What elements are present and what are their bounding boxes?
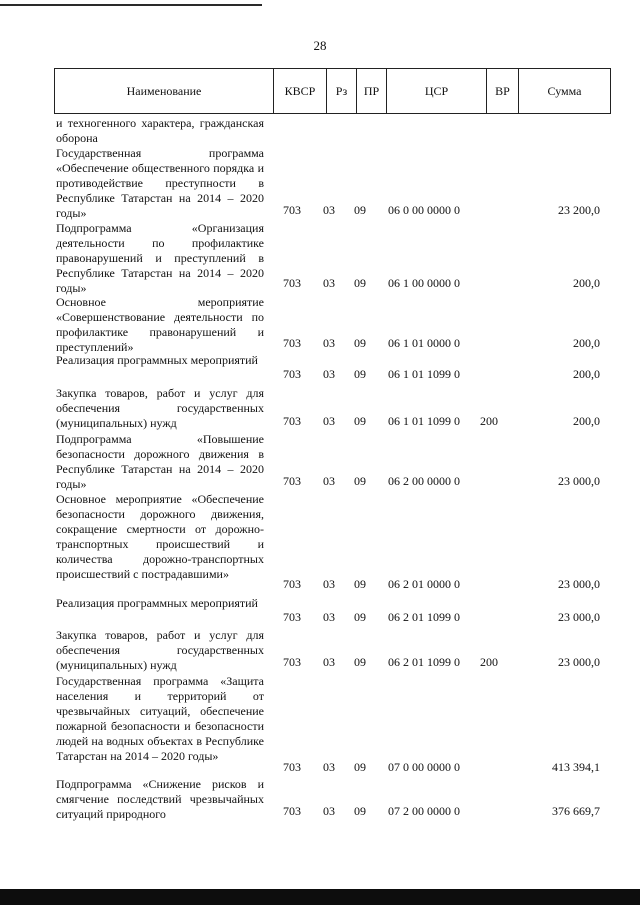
row-name: Основное мероприятие «Совершенствование деятельности по профилактике правонарушений и преступлений» <box>56 295 264 354</box>
header-rz: Рз <box>327 69 357 114</box>
row-kvsr: 703 <box>283 414 301 428</box>
table-row <box>0 492 640 592</box>
header-sum: Сумма <box>519 69 611 114</box>
row-rz: 03 <box>323 367 335 381</box>
row-name: и техногенного характера, гражданская оборона <box>56 116 264 145</box>
row-csr: 07 0 00 0000 0 <box>388 760 460 774</box>
row-rz: 03 <box>323 474 335 488</box>
row-csr: 06 2 01 0000 0 <box>388 577 460 591</box>
row-name: Основное мероприятие «Обеспечение безопасности дорожного движения, сокращение смертности от дорожно-транспортных происшествий и количества дорожно-транспортных происшествий с пострадавшими» <box>56 492 264 581</box>
table-row <box>0 353 640 382</box>
table-row <box>0 386 640 429</box>
row-rz: 03 <box>323 804 335 818</box>
row-rz: 03 <box>323 655 335 669</box>
row-csr: 06 1 00 0000 0 <box>388 276 460 290</box>
table-row <box>0 295 640 354</box>
row-sum: 23 000,0 <box>558 610 600 624</box>
row-sum: 200,0 <box>573 414 600 428</box>
row-csr: 06 2 01 1099 0 <box>388 610 460 624</box>
row-sum: 23 000,0 <box>558 474 600 488</box>
table-row <box>0 221 640 295</box>
row-rz: 03 <box>323 203 335 217</box>
row-kvsr: 703 <box>283 760 301 774</box>
header-name: Наименование <box>55 69 274 114</box>
row-rz: 03 <box>323 276 335 290</box>
row-sum: 23 200,0 <box>558 203 600 217</box>
row-rz: 03 <box>323 760 335 774</box>
row-name: Подпрограмма «Повышение безопасности дорожного движения в Республике Татарстан на 2014 – 2020 годы» <box>56 432 264 491</box>
row-rz: 03 <box>323 577 335 591</box>
row-csr: 06 2 01 1099 0 <box>388 655 460 669</box>
row-pr: 09 <box>354 474 366 488</box>
row-csr: 06 1 01 1099 0 <box>388 367 460 381</box>
table-row <box>0 596 640 625</box>
row-kvsr: 703 <box>283 203 301 217</box>
row-sum: 200,0 <box>573 367 600 381</box>
row-pr: 09 <box>354 760 366 774</box>
row-pr: 09 <box>354 414 366 428</box>
row-name: Закупка товаров, работ и услуг для обеспечения государственных (муниципальных) нужд <box>56 628 264 672</box>
row-kvsr: 703 <box>283 336 301 350</box>
page-number: 28 <box>313 38 327 53</box>
row-sum: 413 394,1 <box>552 760 600 774</box>
row-name: Закупка товаров, работ и услуг для обеспечения государственных (муниципальных) нужд <box>56 386 264 430</box>
header-csr: ЦСР <box>387 69 487 114</box>
row-name: Государственная программа «Обеспечение общественного порядка и противодействие преступности в Республике Татарстан на 2014 – 2020 годы» <box>56 146 264 220</box>
row-pr: 09 <box>354 336 366 350</box>
header-kvsr: КВСР <box>274 69 327 114</box>
row-name: Подпрограмма «Организация деятельности по профилактике правонарушений и преступлений в Республике Татарстан на 2014 – 2020 годы» <box>56 221 264 295</box>
row-kvsr: 703 <box>283 276 301 290</box>
row-kvsr: 703 <box>283 474 301 488</box>
row-name: Реализация программных мероприятий <box>56 353 258 367</box>
row-pr: 09 <box>354 577 366 591</box>
row-pr: 09 <box>354 367 366 381</box>
header-pr: ПР <box>357 69 387 114</box>
row-vr: 200 <box>480 655 498 669</box>
table-row <box>0 116 640 145</box>
row-pr: 09 <box>354 610 366 624</box>
row-kvsr: 703 <box>283 655 301 669</box>
row-csr: 06 1 01 0000 0 <box>388 336 460 350</box>
table-row <box>0 628 640 670</box>
row-pr: 09 <box>354 655 366 669</box>
table-row <box>0 777 640 819</box>
row-sum: 200,0 <box>573 336 600 350</box>
row-pr: 09 <box>354 203 366 217</box>
row-name: Подпрограмма «Снижение рисков и смягчение последствий чрезвычайных ситуаций природного <box>56 777 264 821</box>
row-csr: 06 1 01 1099 0 <box>388 414 460 428</box>
header-vr: ВР <box>487 69 519 114</box>
row-rz: 03 <box>323 336 335 350</box>
table-row <box>0 146 640 218</box>
row-name: Реализация программных мероприятий <box>56 596 258 610</box>
row-csr: 07 2 00 0000 0 <box>388 804 460 818</box>
table-row <box>0 432 640 489</box>
row-sum: 23 000,0 <box>558 577 600 591</box>
row-sum: 200,0 <box>573 276 600 290</box>
row-rz: 03 <box>323 610 335 624</box>
scan-bottom-edge <box>0 889 640 905</box>
row-sum: 23 000,0 <box>558 655 600 669</box>
row-csr: 06 0 00 0000 0 <box>388 203 460 217</box>
row-kvsr: 703 <box>283 610 301 624</box>
row-vr: 200 <box>480 414 498 428</box>
row-kvsr: 703 <box>283 367 301 381</box>
row-sum: 376 669,7 <box>552 804 600 818</box>
row-rz: 03 <box>323 414 335 428</box>
row-csr: 06 2 00 0000 0 <box>388 474 460 488</box>
row-kvsr: 703 <box>283 577 301 591</box>
table-row <box>0 674 640 775</box>
row-pr: 09 <box>354 276 366 290</box>
row-pr: 09 <box>354 804 366 818</box>
row-name: Государственная программа «Защита населения и территорий от чрезвычайных ситуаций, обеспечение пожарной безопасности и безопасности людей на водных объектах в Республике Татарстан на 2014 – 2020 годы» <box>56 674 264 763</box>
row-kvsr: 703 <box>283 804 301 818</box>
